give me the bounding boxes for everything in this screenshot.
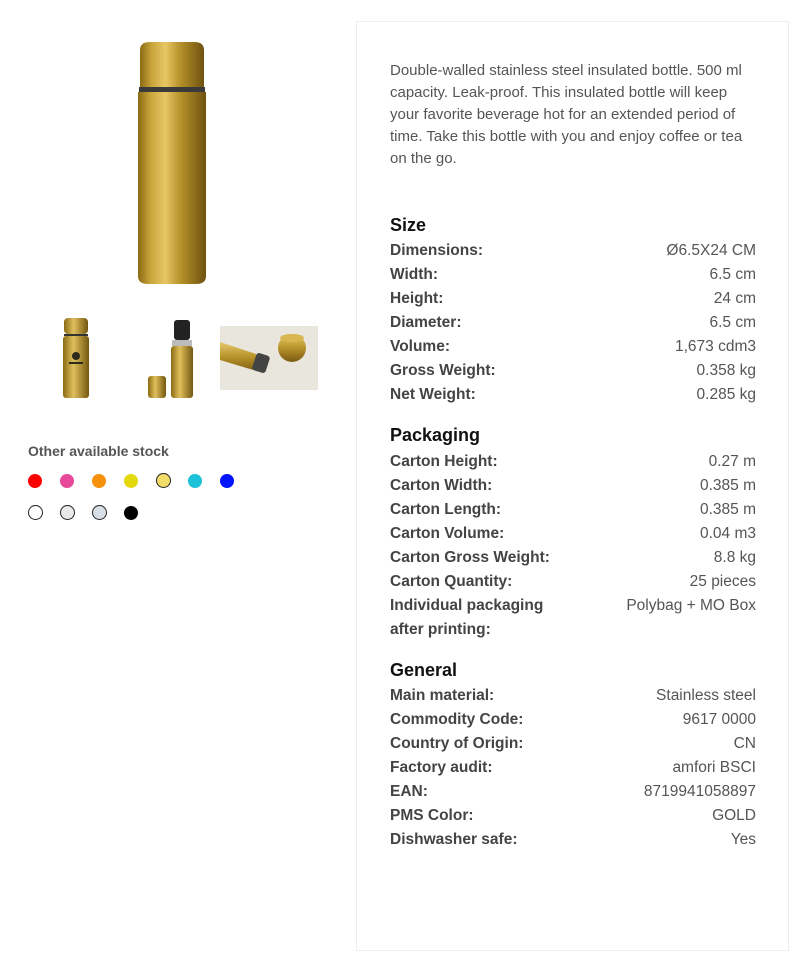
thumbnail-bottle-logo[interactable] [58, 316, 94, 400]
spec-row [390, 239, 756, 263]
spec-value: 25 pieces [689, 573, 756, 590]
spec-label: Net Weight: [390, 386, 476, 403]
spec-label: Main material: [390, 687, 495, 704]
spec-row [390, 311, 756, 335]
color-swatch-red[interactable] [28, 474, 42, 488]
spec-label: Width: [390, 266, 439, 283]
spec-row [390, 732, 756, 756]
spec-row [390, 570, 756, 594]
other-stock-title: Other available stock [28, 443, 169, 459]
spec-label: Gross Weight: [390, 362, 496, 379]
color-swatch-pink[interactable] [60, 474, 74, 488]
spec-row [390, 594, 756, 642]
spec-value: 6.5 cm [709, 266, 756, 283]
spec-label: Height: [390, 290, 444, 307]
spec-row [390, 828, 756, 852]
spec-label: Carton Quantity: [390, 573, 513, 590]
section-title-size: Size [390, 215, 427, 235]
spec-value: 0.385 m [699, 477, 756, 494]
spec-row [390, 756, 756, 780]
spec-value: 0.04 m3 [699, 525, 756, 542]
spec-value: GOLD [712, 807, 756, 824]
spec-value: 8719941058897 [643, 783, 756, 800]
color-swatch-blue[interactable] [220, 474, 234, 488]
spec-row [390, 287, 756, 311]
spec-label: Dishwasher safe: [390, 831, 518, 848]
spec-row [390, 474, 756, 498]
spec-label: PMS Color: [390, 807, 474, 824]
spec-row [390, 383, 756, 407]
spec-row [390, 450, 756, 474]
spec-row [390, 708, 756, 732]
thumbnail-strip [30, 312, 330, 404]
spec-label: Individual packaging after printing: [390, 597, 544, 638]
spec-value: 8.8 kg [713, 549, 756, 566]
color-swatch-orange[interactable] [92, 474, 106, 488]
spec-label: Carton Length: [390, 501, 502, 518]
spec-value: 24 cm [713, 290, 756, 307]
thumbnail-bottle-open[interactable] [142, 318, 198, 400]
product-description: Double-walled stainless steel insulated bottle. 500 ml capacity. Leak-proof. This insulated bottle will keep your favorite beverage hot for an extended period of time. Take this bottle with you and enjoy coffee or tea on the go. [390, 62, 743, 167]
spec-row [390, 335, 756, 359]
color-swatch-silver[interactable] [92, 505, 107, 520]
spec-value: CN [733, 735, 756, 752]
spec-value: Polybag + MO Box [626, 597, 756, 614]
spec-label: Diameter: [390, 314, 462, 331]
spec-value: 1,673 cdm3 [675, 338, 756, 355]
spec-value: 6.5 cm [709, 314, 756, 331]
section-title-packaging: Packaging [390, 425, 481, 445]
spec-value: 0.285 kg [696, 386, 756, 403]
spec-label: Country of Origin: [390, 735, 524, 752]
spec-value: 9617 0000 [682, 711, 756, 728]
spec-row [390, 522, 756, 546]
color-swatch-white[interactable] [28, 505, 43, 520]
spec-label: EAN: [390, 783, 428, 800]
color-swatch-light-grey[interactable] [60, 505, 75, 520]
spec-label: Carton Width: [390, 477, 493, 494]
spec-value: amfori BSCI [672, 759, 756, 776]
spec-label: Factory audit: [390, 759, 493, 776]
spec-value: Ø6.5X24 CM [666, 242, 756, 259]
thumbnail-bottle-lying[interactable] [220, 326, 318, 390]
main-product-image[interactable] [120, 36, 224, 292]
spec-label: Carton Height: [390, 453, 498, 470]
color-swatch-cyan[interactable] [188, 474, 202, 488]
spec-row [390, 546, 756, 570]
spec-value: Yes [730, 831, 756, 848]
spec-value: 0.358 kg [696, 362, 756, 379]
spec-row [390, 263, 756, 287]
spec-value: Stainless steel [656, 687, 756, 704]
color-swatch-black[interactable] [124, 506, 138, 520]
color-swatch-light-yellow[interactable] [156, 473, 171, 488]
spec-label: Carton Gross Weight: [390, 549, 550, 566]
spec-row [390, 684, 756, 708]
spec-label: Carton Volume: [390, 525, 505, 542]
spec-label: Dimensions: [390, 242, 484, 259]
spec-row [390, 498, 756, 522]
product-gallery [0, 0, 350, 966]
spec-value: 0.27 m [708, 453, 756, 470]
spec-row [390, 359, 756, 383]
spec-label: Commodity Code: [390, 711, 524, 728]
product-details-panel [356, 21, 789, 951]
section-title-general: General [390, 660, 458, 680]
spec-row [390, 780, 756, 804]
spec-label: Volume: [390, 338, 450, 355]
spec-value: 0.385 m [699, 501, 756, 518]
color-swatch-yellow[interactable] [124, 474, 138, 488]
spec-row [390, 804, 756, 828]
